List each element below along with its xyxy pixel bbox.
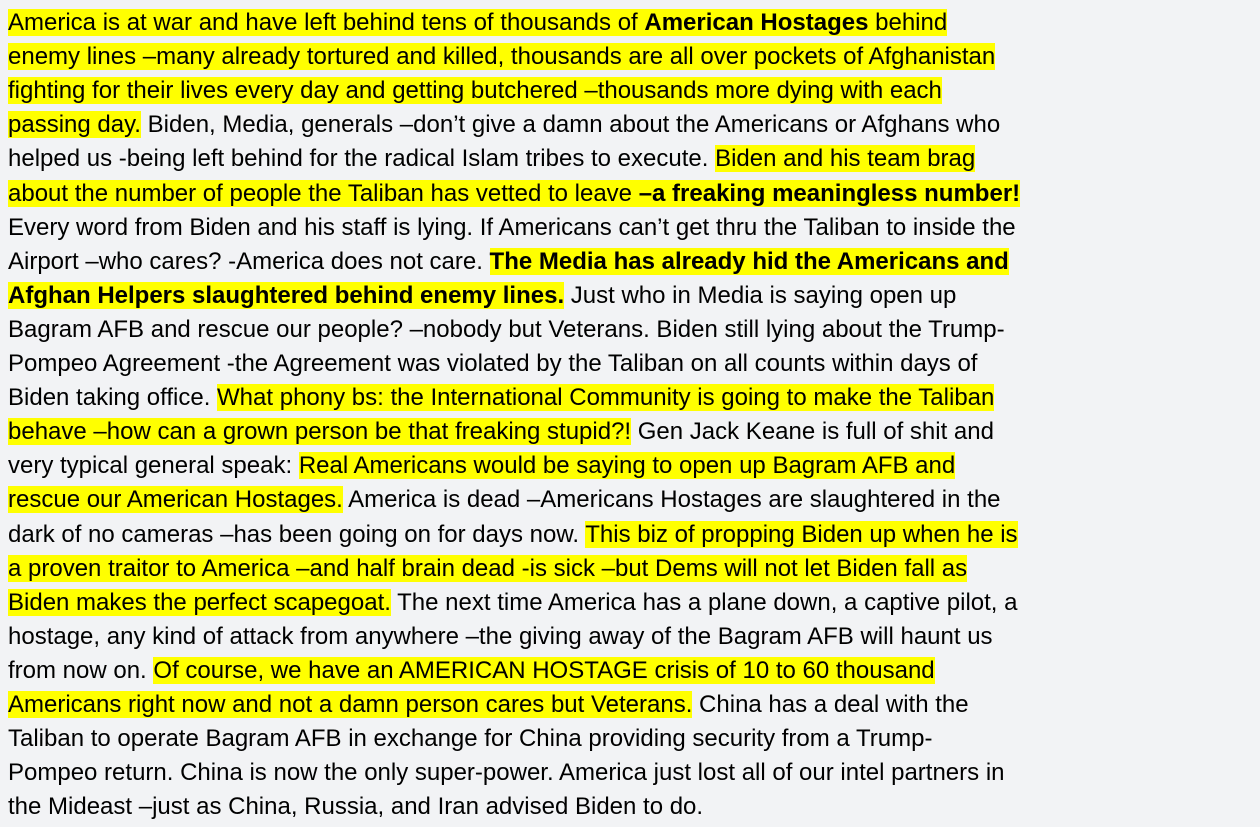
highlighted-text: The Media has already hid the Americans and: [489, 247, 1009, 275]
highlighted-text: American Hostages: [644, 9, 869, 36]
text-line: [8, 177, 1020, 211]
text-segment: Gen Jack Keane is full of shit and: [631, 418, 994, 446]
text-line: [8, 211, 1016, 245]
highlighted-text: What phony bs: the International Community is going to make the Taliban: [217, 384, 995, 412]
text-line: [8, 756, 1005, 790]
highlighted-text: Americans right now and not a damn person cares but Veterans.: [8, 691, 693, 718]
text-segment: Airport –who cares? -America does not care.: [8, 247, 490, 275]
text-segment: America is dead –Americans Hostages are slaughtered in the: [342, 486, 1001, 514]
text-segment: Biden, Media, generals –don’t give a damn about the Americans or Afghans who: [140, 111, 1001, 139]
text-line: [8, 279, 956, 313]
highlighted-text: Real Americans would be saying to open up Bagram AFB and: [298, 452, 956, 480]
highlighted-text: about the number of people the Taliban has vetted to leave: [8, 179, 639, 207]
text-segment: Just who in Media is saying open up: [564, 281, 957, 309]
highlighted-text: Afghan Helpers slaughtered behind enemy lines.: [8, 281, 565, 309]
text-segment: very typical general speak:: [8, 452, 299, 480]
text-line: [8, 245, 1009, 279]
text-segment: China has a deal with the: [692, 691, 969, 718]
text-segment: Taliban to operate Bagram AFB in exchange for China providing security from a Trump-: [8, 725, 933, 753]
highlighted-text: rescue our American Hostages.: [8, 486, 343, 514]
text-segment: hostage, any kind of attack from anywhere –the giving away of the Bagram AFB will haunt us: [8, 622, 993, 650]
highlighted-text: behave –how can a grown person be that freaking stupid?!: [8, 418, 632, 446]
text-segment: the Mideast –just as China, Russia, and Iran advised Biden to do.: [8, 793, 704, 821]
text-segment: Every word from Biden and his staff is lying. If Americans can’t get thru the Taliban to inside the: [8, 213, 1016, 241]
text-segment: Pompeo Agreement -the Agreement was violated by the Taliban on all counts within days of: [8, 350, 978, 377]
text-line: [8, 142, 975, 176]
text-line: [8, 347, 977, 381]
highlighted-text: Of course, we have an AMERICAN HOSTAGE crisis of 10 to 60 thousand: [153, 656, 935, 684]
highlighted-text: –a freaking meaningless number!: [638, 179, 1021, 207]
text-line: [8, 790, 703, 824]
text-line: [8, 483, 1001, 517]
text-line: [8, 313, 1005, 347]
highlighted-text: enemy lines –many already tortured and killed, thousands are all over pockets of Afghanistan: [8, 43, 996, 71]
text-line: [8, 108, 1000, 142]
highlighted-text: fighting for their lives every day and getting butchered –thousands more dying with each: [8, 77, 942, 105]
text-line: [8, 415, 994, 449]
text-segment: The next time America has a plane down, a captive pilot, a: [390, 588, 1018, 616]
text-segment: from now on.: [8, 656, 154, 684]
text-line: [8, 74, 942, 108]
text-segment: Bagram AFB and rescue our people? –nobody but Veterans. Biden still lying about the Trump-: [8, 315, 1005, 343]
text-segment: helped us -being left behind for the radical Islam tribes to execute.: [8, 145, 716, 173]
text-line: [8, 654, 935, 688]
highlighted-text: a proven traitor to America –and half brain dead -is sick –but Dems will not let Biden fall as: [8, 554, 968, 582]
text-segment: Biden taking office.: [8, 384, 218, 412]
text-segment: Pompeo return. China is now the only super-power. America just lost all of our intel partners in: [8, 759, 1005, 787]
highlighted-text: Biden and his team brag: [715, 145, 976, 173]
text-line: [8, 552, 967, 586]
text-line: [8, 722, 932, 756]
text-line: [8, 381, 994, 415]
text-segment: dark of no cameras –has been going on for days now.: [8, 520, 586, 548]
text-line: [8, 620, 993, 654]
text-line: [8, 518, 1018, 552]
text-line: [8, 586, 1017, 620]
highlighted-text: America is at war and have left behind tens of thousands of: [8, 9, 645, 36]
highlighted-text: behind: [868, 9, 948, 36]
text-line: [8, 40, 995, 74]
highlighted-text: passing day.: [8, 111, 141, 139]
text-line: [8, 688, 969, 722]
text-line: [8, 449, 955, 483]
highlighted-text: This biz of propping Biden up when he is: [585, 520, 1018, 548]
text-line: [8, 6, 947, 40]
highlighted-text: Biden makes the perfect scapegoat.: [8, 588, 391, 616]
